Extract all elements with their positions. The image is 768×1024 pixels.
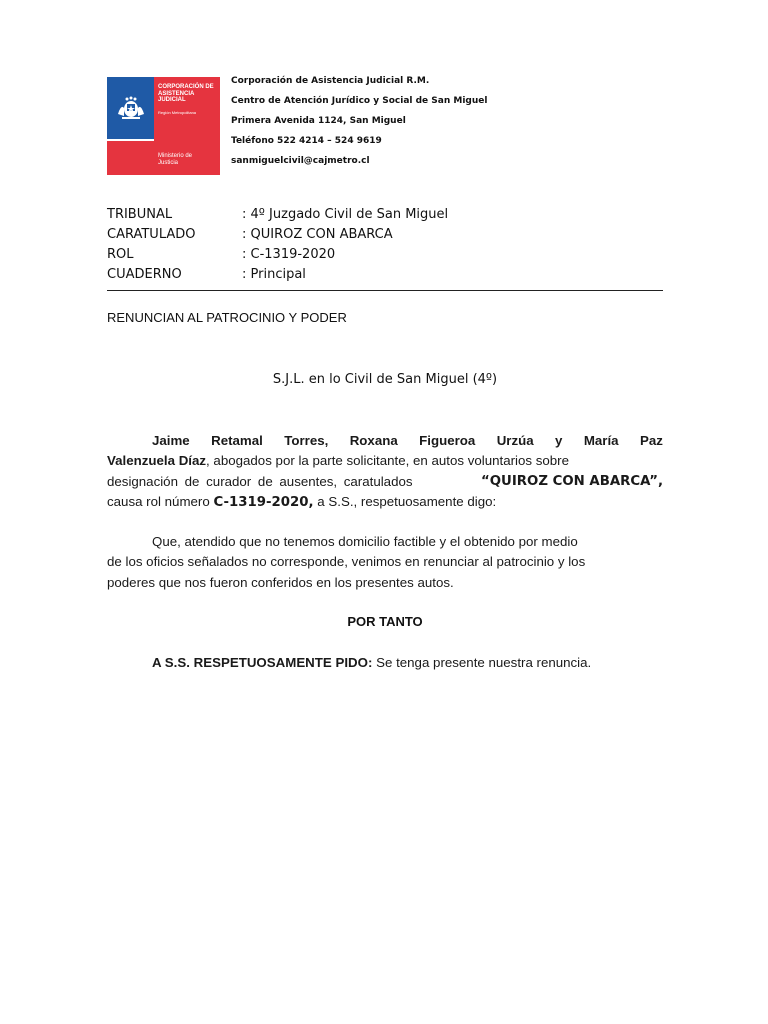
logo-flag — [107, 77, 154, 175]
closing-text: Se tenga presente nuestra renuncia. — [372, 655, 592, 670]
case-row-tribunal — [107, 206, 448, 226]
case-label: CARATULADO — [107, 227, 196, 242]
closing-bold: A S.S. RESPETUOSAMENTE PIDO: — [152, 655, 373, 670]
name-word: Torres, — [284, 433, 329, 448]
logo-ministry-line1: Ministerio de — [158, 153, 193, 159]
letterhead-email: sanmiguelcivil@cajmetro.cl — [231, 156, 370, 166]
p1-text: , abogados por la parte solicitante, en autos voluntarios sobre — [206, 453, 569, 469]
addressee: S.J.L. en lo Civil de San Miguel (4º) — [272, 372, 498, 387]
logo-region: Región Metropolitana — [158, 110, 197, 115]
p1-line4 — [107, 492, 663, 513]
p1-line2 — [107, 451, 663, 471]
logo-ministry-line2: Justicia — [158, 160, 179, 166]
logo-org-name — [158, 84, 214, 104]
case-value: : QUIROZ CON ABARCA — [242, 227, 393, 242]
name-word: Retamal — [211, 433, 263, 448]
p1-text: a S.S., respetuosamente digo: — [313, 493, 497, 509]
name-word: Paz — [639, 433, 663, 448]
logo-red-block — [107, 141, 154, 175]
case-label: TRIBUNAL — [107, 207, 173, 222]
case-row-cuaderno — [107, 266, 448, 286]
letterhead-phone: Teléfono 522 4214 – 524 9619 — [231, 136, 382, 146]
p2-line1: Que, atendido que no tenemos domicilio factible y el obtenido por medio — [152, 534, 578, 549]
letterhead-org: Corporación de Asistencia Judicial R.M. — [231, 76, 430, 86]
case-value: : C-1319-2020 — [242, 247, 336, 262]
logo-org-line3: JUDICIAL — [158, 97, 186, 103]
case-value: : Principal — [242, 267, 306, 282]
document-title: RENUNCIAN AL PATROCINIO Y PODER — [107, 310, 347, 325]
name-word: Figueroa — [419, 433, 476, 448]
letterhead — [231, 74, 487, 174]
case-value: : 4º Juzgado Civil de San Miguel — [242, 207, 449, 222]
case-row-caratulado — [107, 226, 448, 246]
case-label: CUADERNO — [107, 267, 182, 282]
coat-of-arms-icon — [107, 77, 154, 139]
p1-text: causa rol número — [107, 493, 214, 509]
name-word: Urzúa — [496, 433, 534, 448]
p1-line1 — [107, 431, 663, 451]
logo-text-panel — [154, 77, 220, 175]
horizontal-rule — [107, 290, 663, 291]
name-word: María — [583, 433, 619, 448]
caratula-bold: “QUIROZ CON ABARCA”, — [481, 473, 663, 489]
name-word: y — [555, 433, 563, 448]
logo-org-line1: CORPORACIÓN DE — [158, 84, 214, 90]
cajmetro-logo — [107, 77, 220, 175]
closing-request — [152, 655, 591, 670]
name-word: Roxana — [349, 433, 398, 448]
p2-line3: poderes que nos fueron conferidos en los presentes autos. — [107, 574, 454, 590]
p2-line2: de los oficios señalados no corresponde, venimos en renunciar al patrocinio y los — [107, 554, 586, 570]
letterhead-address: Primera Avenida 1124, San Miguel — [231, 116, 406, 126]
p1-text: designación de curador de ausentes, caratulados — [107, 473, 413, 489]
name-word: Jaime — [152, 433, 190, 448]
logo-org-line2: ASISTENCIA — [158, 90, 195, 97]
case-label: ROL — [107, 247, 134, 262]
case-info — [107, 206, 448, 286]
p1-line3 — [107, 472, 663, 492]
rol-bold: C-1319-2020, — [213, 494, 314, 510]
paragraph-2 — [107, 532, 663, 593]
letterhead-center: Centro de Atención Jurídico y Social de San Miguel — [231, 96, 488, 106]
logo-ministry — [158, 153, 192, 167]
name-bold: Valenzuela Díaz — [107, 453, 207, 469]
paragraph-1 — [107, 431, 663, 513]
por-tanto-heading: POR TANTO — [347, 614, 423, 629]
case-row-rol — [107, 246, 448, 266]
